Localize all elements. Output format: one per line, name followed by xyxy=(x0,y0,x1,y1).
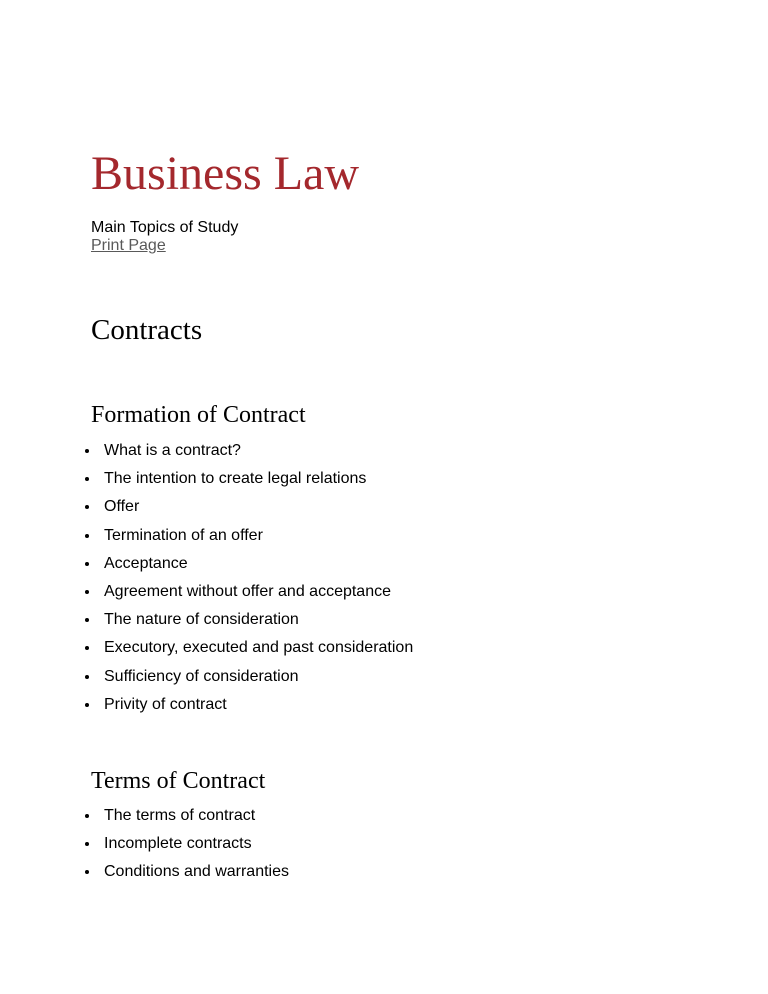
list-item-label: Termination of an offer xyxy=(104,526,263,544)
bullet-icon xyxy=(85,505,89,509)
list-item-label: What is a contract? xyxy=(104,442,241,459)
bullet-icon xyxy=(85,703,89,707)
bullet-icon xyxy=(85,477,89,481)
list-item-label: Incomplete contracts xyxy=(104,835,252,853)
bullet-icon xyxy=(85,646,89,650)
subsection-heading-terms: Terms of Contract xyxy=(91,768,266,794)
bullet-icon xyxy=(85,814,89,818)
page-subtitle: Main Topics of Study xyxy=(91,219,239,236)
list-item-label: Executory, executed and past consideration xyxy=(104,639,414,657)
bullet-icon xyxy=(85,870,89,874)
list-item-label: The intention to create legal relations xyxy=(104,470,367,488)
list-item-label: Conditions and warranties xyxy=(104,863,289,881)
page-title: Business Law xyxy=(91,147,359,200)
bullet-icon xyxy=(85,449,89,453)
list-item-label: The nature of consideration xyxy=(104,611,299,629)
list-item-label: Sufficiency of consideration xyxy=(104,667,299,685)
list-item-label: Acceptance xyxy=(104,554,188,572)
bullet-icon xyxy=(85,842,89,846)
list-item-label: Agreement without offer and acceptance xyxy=(104,582,391,600)
bullet-icon xyxy=(85,534,89,538)
bullet-icon xyxy=(85,618,89,622)
list-item-label: Privity of contract xyxy=(104,695,227,713)
section-heading-contracts: Contracts xyxy=(91,314,203,346)
list-item-label: The terms of contract xyxy=(104,807,256,824)
subsection-heading-formation: Formation of Contract xyxy=(91,402,306,428)
bullet-icon xyxy=(85,590,89,594)
bullet-icon xyxy=(85,562,89,566)
bullet-icon xyxy=(85,675,89,679)
list-item-label: Offer xyxy=(104,498,140,516)
print-page-link[interactable]: Print Page xyxy=(91,237,166,254)
